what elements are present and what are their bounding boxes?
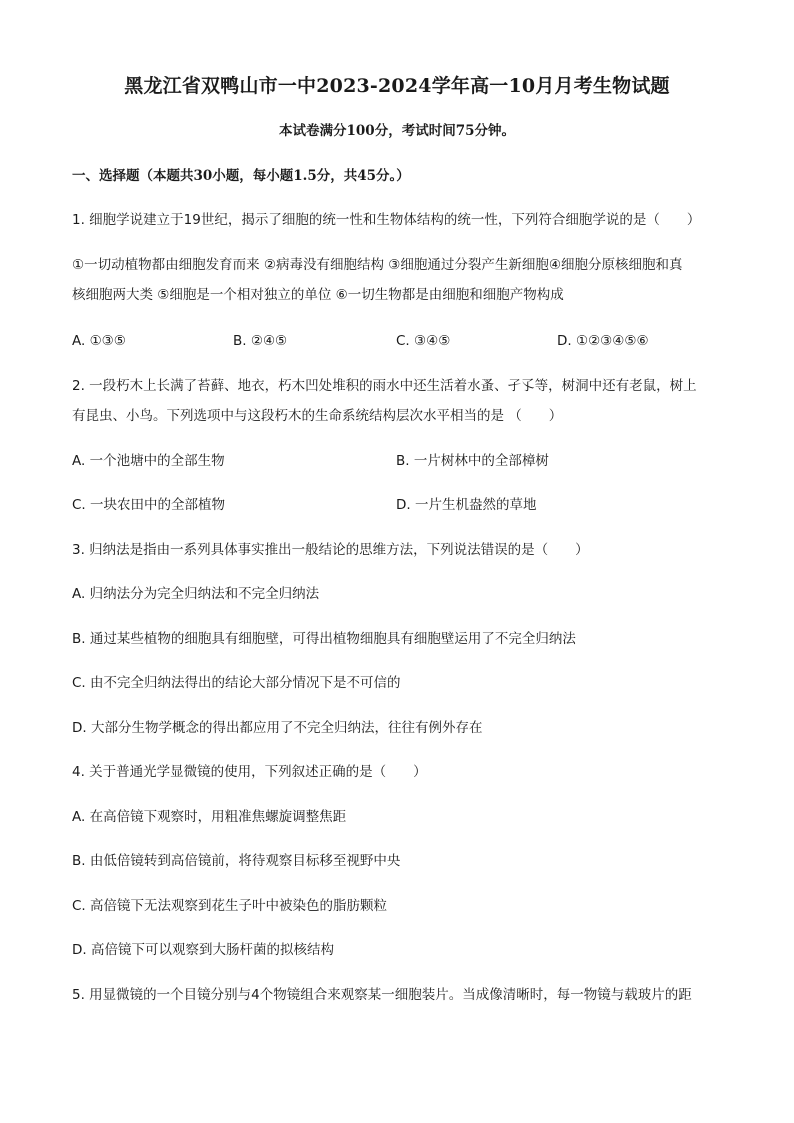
q4-option-d: D. 高倍镜下可以观察到大肠杆菌的拟核结构 — [72, 942, 334, 958]
q3-option-d: D. 大部分生物学概念的得出都应用了不完全归纳法，往往有例外存在 — [72, 720, 483, 736]
page-title: 黑龙江省双鸭山市一中2023-2024学年高一10月月考生物试题 — [124, 75, 670, 97]
q1-statements-line1: ①一切动植物都由细胞发育而来 ②病毒没有细胞结构 ③细胞通过分裂产生新细胞④细胞分原核细胞和真 — [72, 257, 683, 273]
q2-option-c: C. 一块农田中的全部植物 — [72, 497, 226, 513]
q3-option-b: B. 通过某些植物的细胞具有细胞壁，可得出植物细胞具有细胞壁运用了不完全归纳法 — [72, 631, 576, 647]
section-heading: 一、选择题（本题共30小题，每小题1.5分，共45分。） — [72, 168, 410, 184]
q3-stem: 3. 归纳法是指由一系列具体事实推出一般结论的思维方法，下列说法错误的是（ ） — [72, 542, 589, 558]
q4-option-a: A. 在高倍镜下观察时，用粗准焦螺旋调整焦距 — [72, 809, 347, 825]
exam-info: 本试卷满分100分，考试时间75分钟。 — [279, 123, 515, 139]
q3-option-a: A. 归纳法分为完全归纳法和不完全归纳法 — [72, 586, 320, 602]
q4-option-c: C. 高倍镜下无法观察到花生子叶中被染色的脂肪颗粒 — [72, 898, 388, 914]
q2-option-d: D. 一片生机盎然的草地 — [396, 497, 537, 513]
q4-option-b: B. 由低倍镜转到高倍镜前，将待观察目标移至视野中央 — [72, 853, 401, 869]
q2-option-b: B. 一片树林中的全部樟树 — [396, 453, 549, 469]
q2-stem-line2: 有昆虫、小鸟。下列选项中与这段朽木的生命系统结构层次水平相当的是 （ ） — [72, 408, 563, 424]
q1-option-a: A. ①③⑤ — [72, 333, 126, 349]
q4-stem: 4. 关于普通光学显微镜的使用，下列叙述正确的是（ ） — [72, 764, 427, 780]
q2-option-a: A. 一个池塘中的全部生物 — [72, 453, 225, 469]
q3-option-c: C. 由不完全归纳法得出的结论大部分情况下是不可信的 — [72, 675, 401, 691]
q1-option-b: B. ②④⑤ — [233, 333, 288, 349]
q1-option-c: C. ③④⑤ — [396, 333, 451, 349]
q1-stem: 1. 细胞学说建立于19世纪，揭示了细胞的统一性和生物体结构的统一性，下列符合细胞学说的是（ ） — [72, 212, 701, 228]
q5-stem: 5. 用显微镜的一个目镜分别与4个物镜组合来观察某一细胞装片。当成像清晰时，每一物镜与载玻片的距 — [72, 987, 692, 1003]
q1-option-d: D. ①②③④⑤⑥ — [557, 333, 649, 349]
q2-stem-line1: 2. 一段朽木上长满了苔藓、地衣，朽木凹处堆积的雨水中还生活着水蚤、孑孓等，树洞中还有老鼠，树上 — [72, 378, 697, 394]
q1-statements-line2: 核细胞两大类 ⑤细胞是一个相对独立的单位 ⑥一切生物都是由细胞和细胞产物构成 — [72, 287, 564, 303]
